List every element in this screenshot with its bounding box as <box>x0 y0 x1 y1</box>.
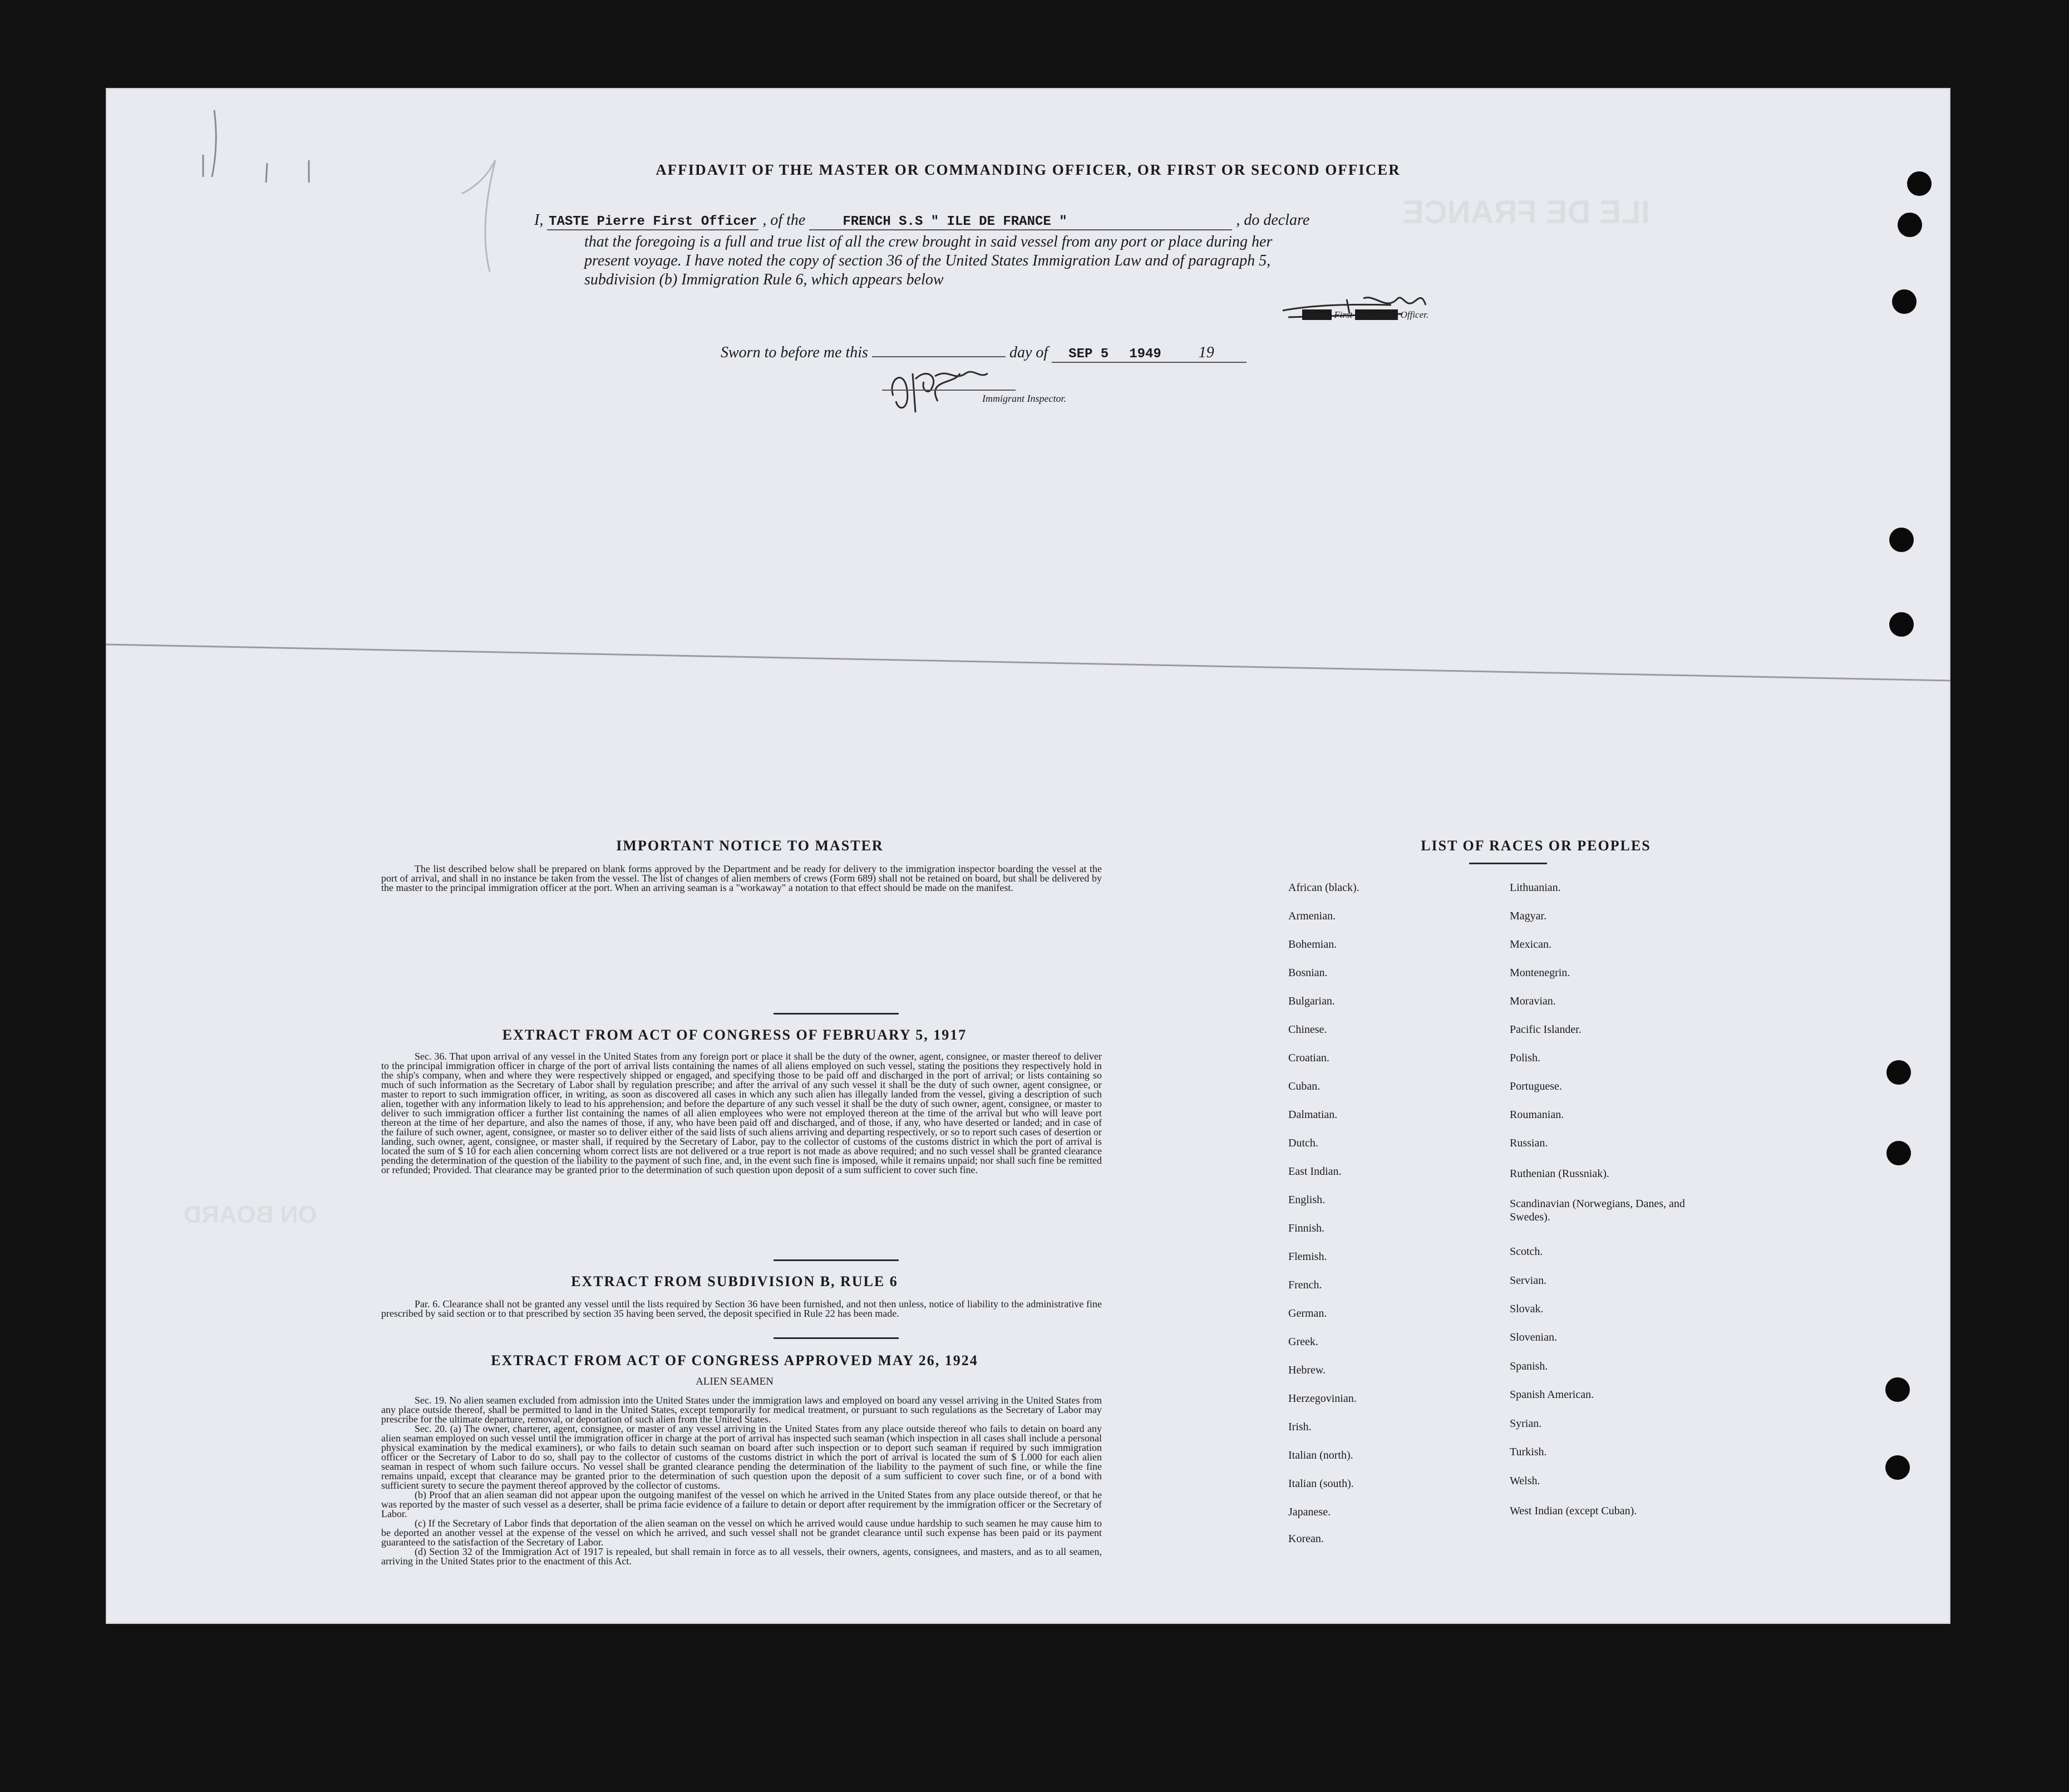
race-item: Japanese. <box>1288 1506 1331 1518</box>
section3-title: EXTRACT FROM ACT OF CONGRESS APPROVED MAY 26, 1924 <box>491 1352 978 1368</box>
declaration-line-1: that the foregoing is a full and true list of all the crew brought in said vessel from any port or place during her <box>584 233 1273 250</box>
bleed-through-stamp: ON BOARD <box>184 1201 317 1228</box>
section2-title: EXTRACT FROM SUBDIVISION B, RULE 6 <box>571 1273 898 1289</box>
notice-title: IMPORTANT NOTICE TO MASTER <box>616 838 884 854</box>
race-item: Bohemian. <box>1288 938 1337 951</box>
race-item: Turkish. <box>1510 1446 1547 1458</box>
race-item: Scotch. <box>1510 1245 1543 1258</box>
section3-para-3: (b) Proof that an alien seaman did not appear upon the outgoing manifest of the vessel on which he arrived in the United States from any place outside thereof, or that he was reported by the master of such vessel as a deserter, shall be prima facie evidence of a failure to detain or deport after requirement by the immigration officer or the Secretary of Labor. <box>381 1489 1102 1519</box>
notice-intro <box>381 864 1102 893</box>
inspector-signature <box>882 357 1016 418</box>
of-the-label: , of the <box>762 211 806 229</box>
declaration-line-2: present voyage. I have noted the copy of section 36 of the United States Immigration Law and of paragraph 5, <box>584 252 1271 269</box>
officer-caption-struck-prefix: XXXX <box>1303 309 1331 320</box>
race-item: Armenian. <box>1288 910 1336 922</box>
race-item: German. <box>1288 1307 1327 1320</box>
do-declare-label: , do declare <box>1236 211 1310 229</box>
race-item: Flemish. <box>1288 1251 1327 1263</box>
officer-caption <box>1302 309 1428 321</box>
divider <box>774 1013 899 1015</box>
race-item: Moravian. <box>1510 995 1556 1007</box>
race-item: Italian (north). <box>1288 1449 1353 1461</box>
declaration-line <box>534 211 1536 230</box>
officer-caption-suffix: Officer. <box>1400 309 1429 320</box>
day-of-label: day of <box>1009 344 1048 361</box>
officer-caption-first: First <box>1334 309 1353 320</box>
sworn-date: SEP 5 <box>1068 347 1109 362</box>
binder-hole <box>1889 528 1914 552</box>
sworn-label: Sworn to before me this <box>721 344 868 361</box>
section2-text: Par. 6. Clearance shall not be granted any vessel until the lists required by Section 36 have been furnished, and not then unless, notice of liability to the administrative fine prescribed by said section or to that prescribed by section 35 having been served, the deposit specified in Rule 22 has been made. <box>381 1298 1102 1319</box>
races-title: LIST OF RACES OR PEOPLES <box>1421 838 1651 854</box>
declaration-line-3: subdivision (b) Immigration Rule 6, which appears below <box>584 271 944 288</box>
race-item: Welsh. <box>1510 1475 1540 1487</box>
i-prefix: I, <box>534 211 544 229</box>
declaration-text <box>584 233 1475 289</box>
race-item: Syrian. <box>1510 1417 1542 1430</box>
inspector-caption: Immigrant Inspector. <box>982 393 1066 404</box>
race-item: Finnish. <box>1288 1222 1325 1234</box>
race-item: Greek. <box>1288 1336 1318 1348</box>
race-item: Roumanian. <box>1510 1109 1564 1121</box>
race-item: Servian. <box>1510 1274 1547 1287</box>
binder-hole <box>1898 213 1922 237</box>
divider <box>1469 863 1547 864</box>
race-item: Mexican. <box>1510 938 1551 951</box>
race-item: Chinese. <box>1288 1023 1327 1036</box>
race-item: Russian. <box>1510 1137 1548 1149</box>
binder-hole <box>1892 289 1917 314</box>
race-item: Croatian. <box>1288 1052 1329 1064</box>
race-item: Portuguese. <box>1510 1080 1562 1092</box>
bleed-through-text: ILE DE FRANCE <box>1402 194 1650 230</box>
race-item: Ruthenian (Russniak). <box>1510 1168 1609 1180</box>
race-item: West Indian (except Cuban). <box>1510 1505 1637 1517</box>
binder-hole <box>1889 612 1914 637</box>
divider <box>774 1259 899 1261</box>
race-item: Irish. <box>1288 1421 1312 1433</box>
race-item: Bosnian. <box>1288 967 1328 979</box>
fold-line <box>106 88 1950 811</box>
binder-hole <box>1885 1455 1910 1480</box>
section1-body <box>381 1052 1102 1175</box>
race-item: Cuban. <box>1288 1080 1321 1092</box>
race-item: African (black). <box>1288 882 1359 894</box>
race-item: Scandinavian (Norwegians, Danes, and Swedes). <box>1510 1198 1685 1223</box>
race-item: Dalmatian. <box>1288 1109 1338 1121</box>
race-item: Italian (south). <box>1288 1478 1354 1490</box>
race-item: Magyar. <box>1510 910 1547 922</box>
race-item: Slovak. <box>1510 1303 1544 1315</box>
binder-hole <box>1886 1141 1911 1165</box>
race-item: English. <box>1288 1194 1326 1206</box>
section3-para-5: (d) Section 32 of the Immigration Act of 1917 is repealed, but shall remain in force as to all vessels, their owners, agents, consignees, and masters, and as to all seamen, arriving in the United States prior to the enactment of this Act. <box>381 1546 1102 1567</box>
race-item: Polish. <box>1510 1052 1541 1064</box>
race-item: Slovenian. <box>1510 1331 1557 1343</box>
officer-caption-struck: XXXXXX <box>1356 309 1397 320</box>
race-item: Lithuanian. <box>1510 882 1561 894</box>
vessel-name: FRENCH S.S " ILE DE FRANCE " <box>843 214 1067 229</box>
race-item: French. <box>1288 1279 1322 1291</box>
affidavit-title: AFFIDAVIT OF THE MASTER OR COMMANDING OFFICER, OR FIRST OR SECOND OFFICER <box>656 161 1401 178</box>
binder-hole <box>1907 171 1932 196</box>
race-item: Dutch. <box>1288 1137 1318 1149</box>
manifest-page <box>106 88 1950 1624</box>
binder-hole <box>1886 1060 1911 1085</box>
section3-para-1: Sec. 19. No alien seamen excluded from admission into the United States under the immigration laws and employed on board any vessel arriving in the United States from any place outside thereof, shall be permitted to land in the United States, except temporarily for medical treatment, or pursuant to such regulations as the Secretary of Labor may prescribe for the ultimate departure, removal, or deportation of such alien from the United States. <box>381 1395 1102 1425</box>
sworn-year: 1949 <box>1129 347 1161 362</box>
section2-body <box>381 1299 1102 1318</box>
race-item: Spanish American. <box>1510 1389 1594 1401</box>
race-item: Bulgarian. <box>1288 995 1335 1007</box>
section1-text: Sec. 36. That upon arrival of any vessel in the United States from any foreign port or place it shall be the duty of the owner, agent, consignee, or master thereof to deliver to the principal immigration officer in charge of the port of arrival lists containing the names of all aliens employed on such vessel, stating the positions they respectively hold in the ship's company, when and where they were respectively shipped or engaged, and specifying those to be paid off and discharged in the port of arrival; or lists containing so much of such information as the Secretary of Labor shall by regulation prescribe; and after the arrival of any such vessel it shall be the duty of such owner, agent consignee, or master to report to such immigration officer, in writing, as soon as discovered all cases in which any such alien has illegally landed from the vessel, giving a description of such alien, together with any information likely to lead to his apprehension; and before the departure of any such vessel it shall be the duty of such owner, agent, consignee, or master to deliver to such immigration officer a further list containing the names of all alien employees who were not employed thereon at the time of the arrival but who will leave port thereon at the time of her departure, and also the names of those, if any, who have been paid off and discharged, and of those, if any, who have deserted or landed; and in case of the failure of such owner, agent, consignee, or master so to deliver either of the said lists of such aliens arriving and departing respectively, or so to report such cases of desertion or landing, such owner, agent, consignee, or master shall, if required by the Secretary of Labor, pay to the collector of customs of the customs district in which the port of arrival is located the sum of $ 10 for each alien concerning whom correct lists are not delivered or a true report is not made as above required; and no such vessel shall be granted clearance pending the determination of the question of the liability to the payment of such fine, and, in the event such fine is imposed, while it remains unpaid; nor shall such fine be remitted or refunded; Provided. That clearance may be granted prior to the determination of such question upon deposit of a sum sufficient to cover such fine. <box>381 1051 1102 1175</box>
race-item: Pacific Islander. <box>1510 1023 1582 1036</box>
race-item: Korean. <box>1288 1533 1324 1545</box>
race-item: Herzegovinian. <box>1288 1392 1357 1405</box>
section3-para-2: Sec. 20. (a) The owner, charterer, agent, consignee, or master of any vessel arriving in the United States from any place outside thereof who fails to detain on board any alien seaman employed on such vessel until the immigration officer in charge at the port of arrival has inspected such seaman (which inspection in all cases shall include a personal physical examination by the medical examiners), or who fails to detain such seaman on board after such inspection or to deport such seaman if required by such immigration officer or the Secretary of Labor to do so, shall pay to the collector of customs of the customs district in which the port of arrival is located the sum of $ 1.000 for each alien seaman in respect of whom such failure occurs. No vessel shall be granted clearance pending the determination of the liability to the payment of such fine, or while the fine remains unpaid, except that clearance may be granted prior to the determination of such question upon the deposit of a sum sufficient to cover such fine, or of a bond with sufficient surety to secure the payment thereof approved by the collector of customs. <box>381 1423 1102 1491</box>
year-prefix: 19 <box>1198 344 1214 361</box>
race-item: Montenegrin. <box>1510 967 1570 979</box>
section3-body <box>381 1396 1102 1566</box>
section1-title: EXTRACT FROM ACT OF CONGRESS OF FEBRUARY 5, 1917 <box>502 1027 967 1043</box>
race-item: Spanish. <box>1510 1360 1548 1372</box>
notice-intro-text: The list described below shall be prepared on blank forms approved by the Department and be ready for delivery to the immigration inspector boarding the vessel at the port of arrival, and shall in no instance be taken from the vessel. The list of changes of alien members of crews (Form 689) shall not be retained on board, but shall be delivered by the master to the principal immigration officer at the port. When an arriving seaman is a "workaway" a notation to that effect should be made on the manifest. <box>381 863 1102 893</box>
binder-hole <box>1885 1377 1910 1402</box>
race-item: Hebrew. <box>1288 1364 1326 1376</box>
section3-para-4: (c) If the Secretary of Labor finds that deportation of the alien seaman on the vessel on which he arrived would cause undue hardship to such seamen he may cause him to be deported an another vessel at the expense of the vessel on which he arrived, and such vessel shall not be grandet clearance until such expense has been paid or its payment guaranteed to the satisfaction of the Secretary of Labor. <box>381 1518 1102 1548</box>
divider <box>774 1337 899 1339</box>
officer-name: TASTE Pierre First Officer <box>549 214 757 229</box>
race-item: East Indian. <box>1288 1165 1342 1178</box>
section3-subtitle: ALIEN SEAMEN <box>696 1376 774 1387</box>
